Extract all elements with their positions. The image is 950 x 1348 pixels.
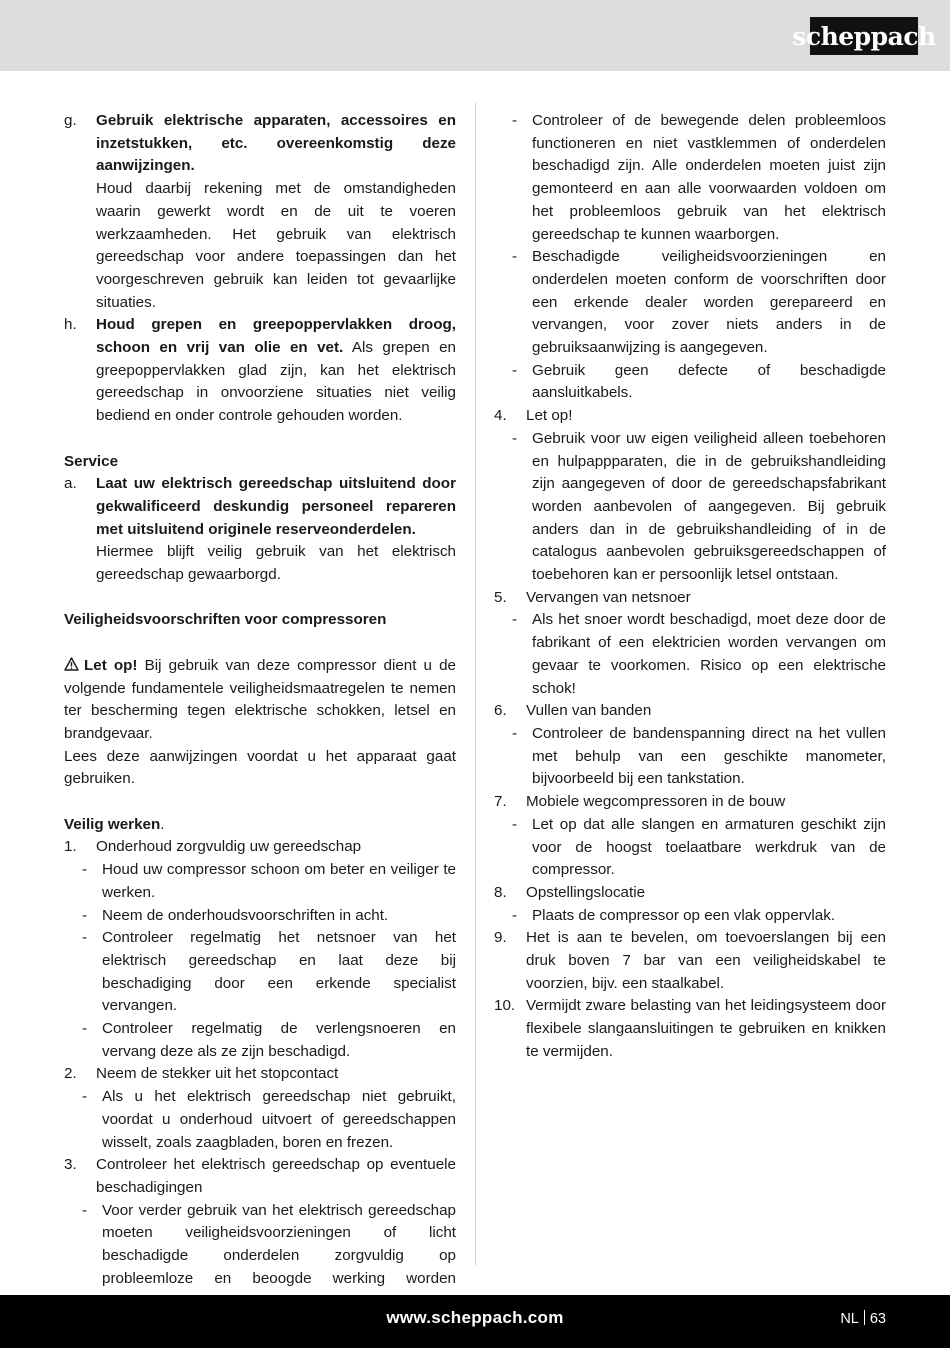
list-item-7 [494,791,886,814]
item-heading: Laat uw elektrisch gereedschap uitsluitend door gekwalificeerd deskundig personeel repareren met uitsluitend originele reserveonderdelen. [96,475,456,538]
list-item-2 [64,1063,456,1086]
safe-work-heading: Veilig werken [64,815,161,833]
item-title: Vullen van banden [526,702,652,720]
page-number [840,1310,886,1327]
item-text: Houd daarbij rekening met de omstandigheden waarin gewerkt wordt en de uit te voeren werkzaamheden. Het gebruik van elektrisch gereedschap voor andere toepassingen dan het voorgeschreven gebruik kan leiden tot gevaarlijke situaties. [96,180,456,311]
list-item-8 [494,882,886,905]
scheppach-logo: scheppach [810,17,918,55]
item-marker: 1. [64,838,77,856]
sub-item: - Controleer of de bewegende delen probleemloos functioneren en niet vastklemmen of onderdelen beschadigd zijn. Alle onderdelen moeten juist zijn gemonteerd en aan alle voorwaarden voldoen om het probleemloos gebruik van het elektrisch gereedschap te kunnen waarborgen. [512,112,886,243]
sub-item: - Beschadigde veiligheidsvoorzieningen en onderdelen moeten conform de voorschriften door een erkende dealer worden gerepareerd en vervangen, voor zover niets anders in de gebruiksaanwijzing is aangegeven. [512,248,886,357]
header-bar [0,0,950,71]
read-instructions-text: Lees deze aanwijzingen voordat u het apparaat gaat gebruiken. [64,747,456,788]
list-item-9 [494,927,886,995]
item-marker: g. [64,112,77,129]
list-item-1 [64,836,456,859]
compressor-heading: Veiligheidsvoorschriften voor compressoren [64,611,387,629]
warning-paragraph [64,655,456,746]
sub-item: - Als het snoer wordt beschadigd, moet deze door de fabrikant of een elektricien worden vervangen om gevaar te voorkomen. Risico op een elektrische schok! [512,611,886,697]
item-marker: 4. [494,407,507,425]
warning-text: Bij gebruik van deze compressor dient u de volgende fundamentele veiligheidsmaatregelen te nemen ter bescherming tegen elektrische schokken, letsel en brandgevaar. [64,656,456,742]
list-item-3 [64,1154,456,1199]
list-item-a [64,473,456,587]
list-item-4 [494,405,886,428]
list-item-10 [494,995,886,1063]
sub-item: - Als u het elektrisch gereedschap niet gebruikt, voordat u onderhoud uitvoert of gereedschappen wisselt, zoals zaagbladen, boren en frezen. [82,1088,456,1151]
item-heading: Gebruik elektrische apparaten, accessoires en inzetstukken, etc. overeenkomstig deze aanwijzingen. [96,112,456,175]
item-marker: 3. [64,1156,77,1174]
item-title: Onderhoud zorgvuldig uw gereedschap [96,838,362,856]
sub-item: - Controleer regelmatig het netsnoer van het elektrisch gereedschap en laat deze bij beschadiging door een erkende specialist vervangen. [82,929,456,1015]
item-title: Neem de stekker uit het stopcontact [96,1065,339,1083]
sub-item: - Plaats de compressor op een vlak oppervlak. [512,906,836,924]
item-heading: Houd grepen en greepoppervlakken droog, schoon en vrij van olie en vet. [96,316,456,357]
item-marker: 8. [494,883,507,901]
list-item-h [64,314,456,428]
sub-item: - Houd uw compressor schoon om beter en veiliger te werken. [82,861,456,901]
left-column [64,110,456,1313]
item-marker: 9. [494,929,507,947]
sub-item: - Controleer regelmatig de verlengsnoeren en vervang deze als ze zijn beschadigd. [82,1020,456,1060]
item-text: Hiermee blijft veilig gebruik van het elektrisch gereedschap gewaarborgd. [96,543,456,584]
column-divider [475,103,476,1265]
sub-item: - Controleer de bandenspanning direct na het vullen met behulp van een geschikte manometer, bijvoorbeeld bij een tankstation. [512,724,886,788]
sub-item: - Let op dat alle slangen en armaturen geschikt zijn voor de hoogst toelaatbare werkdruk van de compressor. [512,815,886,879]
item-title: Opstellingslocatie [526,883,646,901]
list-item-g [64,110,456,314]
item-title: Vervangen van netsnoer [526,588,691,606]
item-marker: h. [64,316,77,334]
warning-label: Let op! [84,656,138,674]
page-number-value: 63 [869,1311,886,1327]
item-marker: 6. [494,702,507,720]
item-text: Als grepen en greepoppervlakken glad zijn, kan het elektrisch gereedschap in onvoorziene situaties niet veilig bediend en onder controle gehouden worden. [96,339,456,425]
item-marker: 7. [494,793,507,811]
language-code: NL [840,1311,859,1327]
item-text: Vermijdt zware belasting van het leidingsysteem door flexibele slangaansluitingen te gebruiken en knikken te vermijden. [526,997,886,1060]
item-marker: 2. [64,1065,77,1083]
list-item-6 [494,700,886,723]
item-title: Mobiele wegcompressoren in de bouw [526,793,786,811]
item-marker: 10. [494,997,516,1015]
right-column [494,110,886,1064]
item-title: Let op! [526,407,573,425]
website-link[interactable]: www.scheppach.com [386,1308,564,1327]
safe-work-heading-line: Veilig werken. [64,815,165,833]
item-text: Het is aan te bevelen, om toevoerslangen bij een druk boven 7 bar van een veiligheidskabel te voorzien, bijv. een staalkabel. [526,929,886,992]
item-marker: 5. [494,588,507,606]
sub-item: - Gebruik voor uw eigen veiligheid alleen toebehoren en hulpappparaten, die in de gebruikshandleiding zijn aangegeven of door de gereedschapsfabrikant worden aanbevolen of aangegeven. Bij gebruik anders dan in de gebruikshandleiding of in de catalogus aanbevolen gebruiksgereedschappen of toebehoren kan er persoonlijk letsel ontstaan. [512,429,886,584]
footer-bar [0,1295,950,1348]
warning-icon [64,655,80,678]
list-item-5 [494,587,886,610]
service-heading: Service [64,452,119,470]
sub-item: - Gebruik geen defecte of beschadigde aansluitkabels. [512,361,886,402]
item-title: Controleer het elektrisch gereedschap op eventuele beschadigingen [96,1156,456,1196]
item-marker: a. [64,475,77,493]
sub-item: - Neem de onderhoudsvoorschriften in acht. [82,906,389,924]
sub-item: - Voor verder gebruik van het elektrisch gereedschap moeten veiligheidsvoorzieningen of licht beschadigde onderdelen zorgvuldig op probleemloze en beoogde werking worden [82,1201,456,1287]
